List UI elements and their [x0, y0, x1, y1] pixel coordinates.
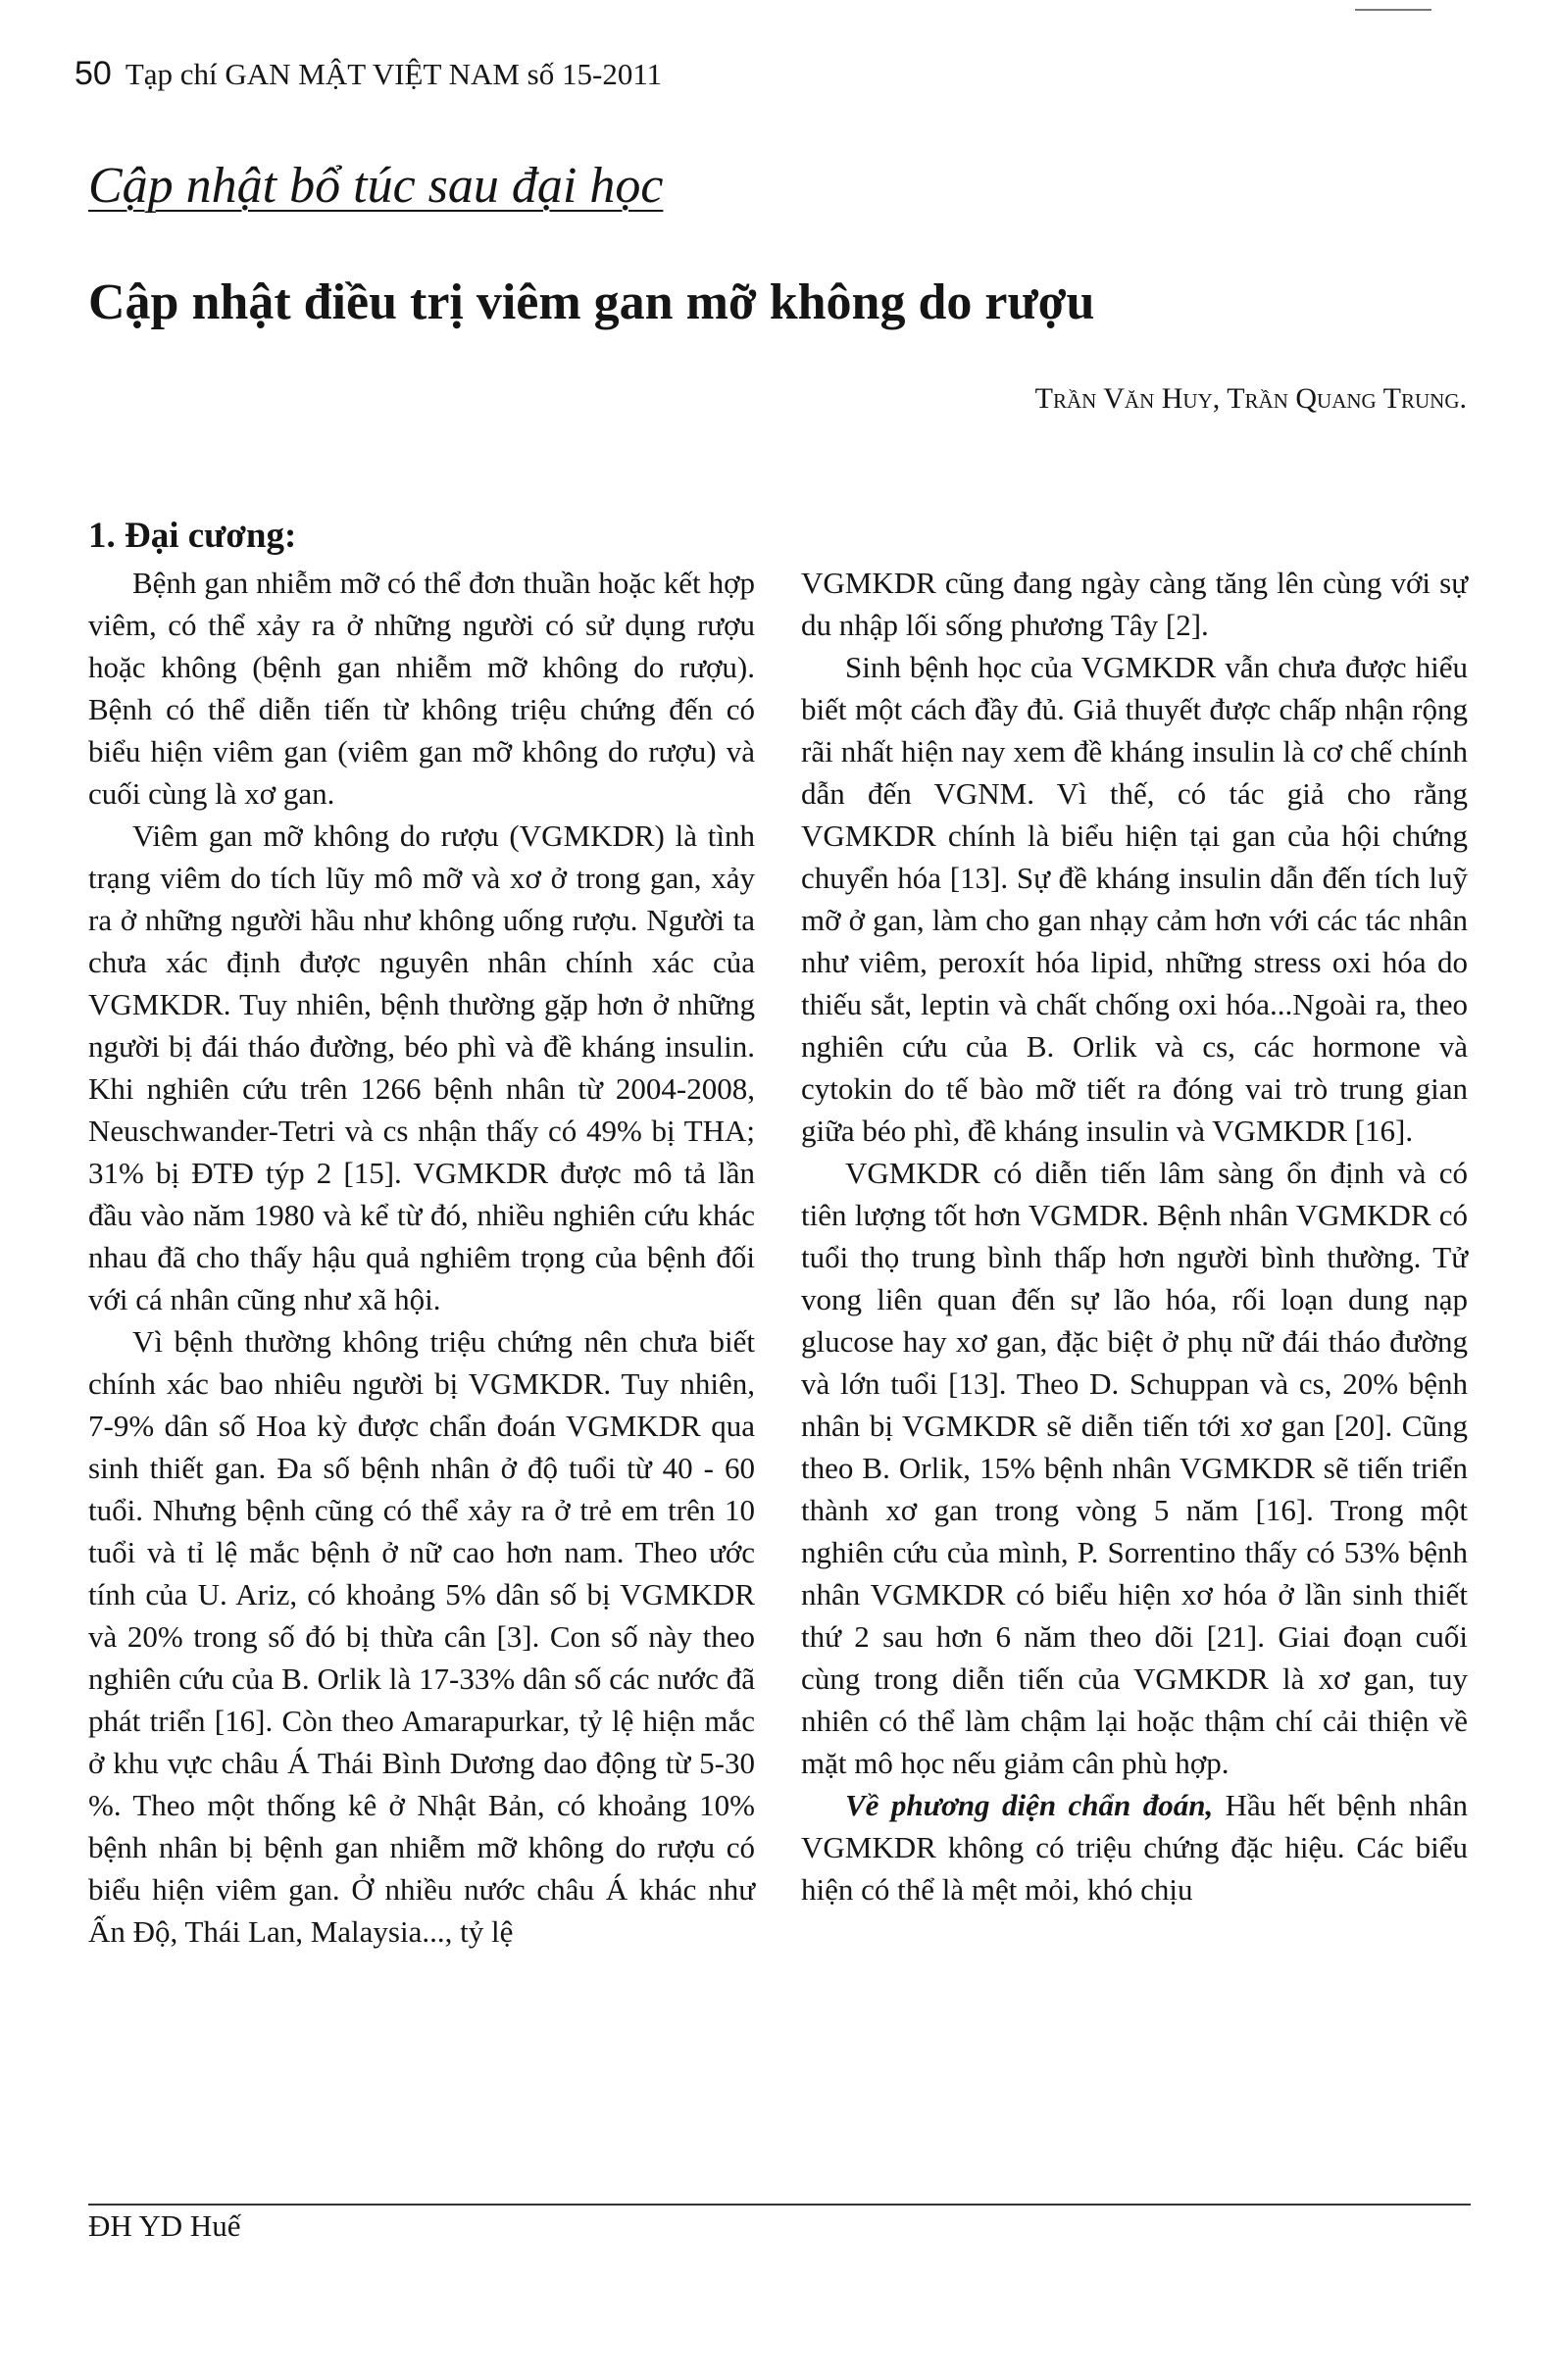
section-heading: Cập nhật bổ túc sau đại học — [88, 158, 664, 214]
paragraph: Viêm gan mỡ không do rượu (VGMKDR) là tình trạng viêm do tích lũy mô mỡ và xơ ở trong gan, xảy ra ở những người hầu như không uống rượu. Người ta chưa xác định được nguyên nhân chính xác của VGMKDR. Tuy nhiên, bệnh thường gặp hơn ở những người bị đái tháo đường, béo phì và đề kháng insulin. Khi nghiên cứu trên 1266 bệnh nhân từ 2004-2008, Neuschwander-Tetri và cs nhận thấy có 49% bị THA; 31% bị ĐTĐ týp 2 [15]. VGMKDR được mô tả lần đầu vào năm 1980 và kể từ đó, nhiều nghiên cứu khác nhau đã cho thấy hậu quả nghiêm trọng của bệnh đối với cá nhân cũng như xã hội. — [88, 818, 755, 1316]
footer-institution: ĐH YD Huế — [88, 2208, 241, 2243]
diagnosis-text: Hầu hết bệnh nhân VGMKDR không có triệu chứng đặc hiệu. Các biểu hiện có thể là mệt mỏi, khó chịu — [801, 1788, 1468, 1907]
running-header — [75, 55, 662, 93]
paragraph: Sinh bệnh học của VGMKDR vẫn chưa được hiểu biết một cách đầy đủ. Giả thuyết được chấp nhận rộng rãi nhất hiện nay xem đề kháng insulin là cơ chế chính dẫn đến VGNM. Vì thế, có tác giả cho rằng VGMKDR chính là biểu hiện tại gan của hội chứng chuyển hóa [13]. Sự đề kháng insulin dẫn đến tích luỹ mỡ ở gan, làm cho gan nhạy cảm hơn với các tác nhân như viêm, peroxít hóa lipid, những stress oxi hóa do thiếu sắt, leptin và chất chống oxi hóa...Ngoài ra, theo nghiên cứu của B. Orlik và cs, các hormone và cytokin do tế bào mỡ tiết ra đóng vai trò trung gian giữa béo phì, đề kháng insulin và VGMKDR [16]. — [801, 650, 1468, 1148]
top-corner-rule — [1355, 9, 1431, 11]
journal-name: Tạp chí GAN MẬT VIỆT NAM số 15-2011 — [125, 57, 663, 91]
right-column — [801, 562, 1468, 1910]
paragraph: VGMKDR có diễn tiến lâm sàng ổn định và có tiên lượng tốt hơn VGMDR. Bệnh nhân VGMKDR có tuổi thọ trung bình thấp hơn người bình thường. Tử vong liên quan đến sự lão hóa, rối loạn dung nạp glucose hay xơ gan, đặc biệt ở phụ nữ đái tháo đường và lớn tuổi [13]. Theo D. Schuppan và cs, 20% bệnh nhân bị VGMKDR sẽ diễn tiến tới xơ gan [20]. Cũng theo B. Orlik, 15% bệnh nhân VGMKDR sẽ tiến triển thành xơ gan trong vòng 5 năm [16]. Trong một nghiên cứu của mình, P. Sorrentino thấy có 53% bệnh nhân VGMKDR có biểu hiện xơ hóa ở lần sinh thiết thứ 2 sau hơn 6 năm theo dõi [21]. Giai đoạn cuối cùng trong diễn tiến của VGMKDR là xơ gan, tuy nhiên có thể làm chậm lại hoặc thậm chí cải thiện về mặt mô học nếu giảm cân phù hợp. — [801, 1156, 1468, 1780]
page-number: 50 — [75, 55, 112, 92]
left-column — [88, 562, 755, 1953]
paragraph: Vì bệnh thường không triệu chứng nên chưa biết chính xác bao nhiêu người bị VGMKDR. Tuy nhiên, 7-9% dân số Hoa kỳ được chẩn đoán VGMKDR qua sinh thiết gan. Đa số bệnh nhân ở độ tuổi từ 40 - 60 tuổi. Nhưng bệnh cũng có thể xảy ra ở trẻ em trên 10 tuổi và tỉ lệ mắc bệnh ở nữ cao hơn nam. Theo ước tính của U. Ariz, có khoảng 5% dân số bị VGMKDR và 20% trong số đó bị thừa cân [3]. Con số này theo nghiên cứu của B. Orlik là 17-33% dân số các nước đã phát triển [16]. Còn theo Amarapurkar, tỷ lệ hiện mắc ở khu vực châu Á Thái Bình Dương dao động từ 5-30 %. Theo một thống kê ở Nhật Bản, có khoảng 10% bệnh nhân bị bệnh gan nhiễm mỡ không do rượu có biểu hiện viêm gan. Ở nhiều nước châu Á khác như Ấn Độ, Thái Lan, Malaysia..., tỷ lệ — [88, 1324, 755, 1949]
authors: Trần Văn Huy, Trần Quang Trung. — [1034, 382, 1467, 415]
section-heading-dai-cuong: 1. Đại cương: — [88, 516, 297, 556]
paragraph: Bệnh gan nhiễm mỡ có thể đơn thuần hoặc kết hợp viêm, có thể xảy ra ở những người có sử dụng rượu hoặc không (bệnh gan nhiễm mỡ không do rượu). Bệnh có thể diễn tiến từ không triệu chứng đến có biểu hiện viêm gan (viêm gan mỡ không do rượu) và cuối cùng là xơ gan. — [88, 566, 755, 811]
footer-rule — [88, 2204, 1471, 2206]
paragraph-continuation: VGMKDR cũng đang ngày càng tăng lên cùng với sự du nhập lối sống phương Tây [2]. — [801, 566, 1468, 642]
run-in-heading: Về phương diện chẩn đoán, — [845, 1788, 1214, 1822]
article-title: Cập nhật điều trị viêm gan mỡ không do rượu — [88, 274, 1095, 330]
diagnosis-paragraph — [801, 1784, 1468, 1910]
